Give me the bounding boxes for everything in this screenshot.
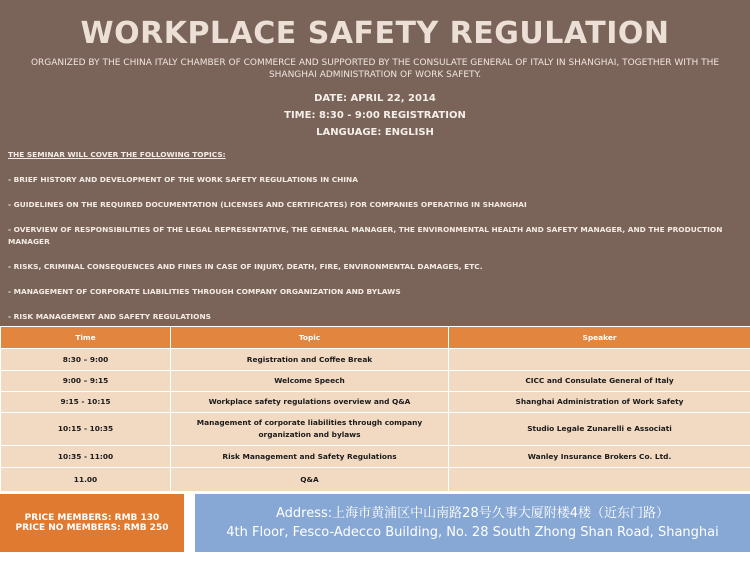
- topic-item: - RISK MANAGEMENT AND SAFETY REGULATIONS: [8, 312, 211, 321]
- table-row: [1, 392, 750, 413]
- topic-item: - BRIEF HISTORY AND DEVELOPMENT OF THE WORK SAFETY REGULATIONS IN CHINA: [8, 175, 358, 184]
- address-box: [195, 494, 750, 552]
- cell-topic: Q&A: [171, 468, 449, 492]
- cell-time: 10:15 - 10:35: [1, 413, 171, 446]
- cell-time: 9:00 – 9:15: [1, 371, 171, 392]
- column-header-time: Time: [1, 327, 171, 349]
- price-members: PRICE MEMBERS: RMB 130: [24, 513, 160, 523]
- table-row: [1, 349, 750, 371]
- cell-speaker: [449, 349, 750, 371]
- column-header-speaker: Speaker: [449, 327, 750, 349]
- cell-speaker: Wanley Insurance Brokers Co. Ltd.: [449, 446, 750, 468]
- price-non-members: PRICE NO MEMBERS: RMB 250: [15, 523, 169, 533]
- topic-item: - OVERVIEW OF RESPONSIBILITIES OF THE LEGAL REPRESENTATIVE, THE GENERAL MANAGER, THE ENVIRONMENTAL HEALTH AND SAFETY MANAGER, AND THE PRODUCTION MANAGER: [8, 225, 723, 246]
- event-date: DATE: APRIL 22, 2014: [314, 93, 436, 104]
- cell-topic: Management of corporate liabilities through company organization and bylaws: [171, 413, 449, 446]
- event-language: LANGUAGE: ENGLISH: [316, 127, 434, 138]
- event-time: TIME: 8:30 - 9:00 REGISTRATION: [284, 110, 466, 121]
- topics-heading: THE SEMINAR WILL COVER THE FOLLOWING TOPICS:: [8, 150, 226, 159]
- cell-speaker: CICC and Consulate General of Italy: [449, 371, 750, 392]
- table-row: [1, 371, 750, 392]
- page-title: WORKPLACE SAFETY REGULATION: [80, 16, 670, 51]
- price-box: [0, 494, 184, 552]
- cell-time: 10:35 - 11:00: [1, 446, 171, 468]
- table-row: [1, 413, 750, 446]
- cell-speaker: Shanghai Administration of Work Safety: [449, 392, 750, 413]
- cell-speaker: [449, 468, 750, 492]
- cell-time: 8:30 – 9:00: [1, 349, 171, 371]
- topic-item: - MANAGEMENT OF CORPORATE LIABILITIES THROUGH COMPANY ORGANIZATION AND BYLAWS: [8, 287, 401, 296]
- address-chinese: Address:上海市黄浦区中山南路28号久事大厦附楼4楼（近东门路）: [276, 506, 669, 521]
- table-header-row: [1, 327, 750, 349]
- address-english: 4th Floor, Fesco-Adecco Building, No. 28 South Zhong Shan Road, Shanghai: [226, 525, 719, 540]
- cell-topic: Welcome Speech: [171, 371, 449, 392]
- topic-item: - RISKS, CRIMINAL CONSEQUENCES AND FINES IN CASE OF INJURY, DEATH, FIRE, ENVIRONMENTAL DAMAGES, ETC.: [8, 262, 483, 271]
- cell-speaker: Studio Legale Zunarelli e Associati: [449, 413, 750, 446]
- cell-time: 11.00: [1, 468, 171, 492]
- topic-item: - GUIDELINES ON THE REQUIRED DOCUMENTATION (LICENSES AND CERTIFICATES) FOR COMPANIES OPERATING IN SHANGHAI: [8, 200, 527, 209]
- cell-topic: Workplace safety regulations overview and Q&A: [171, 392, 449, 413]
- organizer-text: ORGANIZED BY THE CHINA ITALY CHAMBER OF COMMERCE AND SUPPORTED BY THE CONSULATE GENERAL OF ITALY IN SHANGHAI, TOGETHER WITH THE SHANGHAI ADMINISTRATION OF WORK SAFETY.: [30, 58, 720, 80]
- topics-list: [8, 150, 743, 336]
- table-row: [1, 468, 750, 492]
- schedule-table: [0, 326, 750, 492]
- column-header-topic: Topic: [171, 327, 449, 349]
- cell-topic: Registration and Coffee Break: [171, 349, 449, 371]
- cell-topic: Risk Management and Safety Regulations: [171, 446, 449, 468]
- table-row: [1, 446, 750, 468]
- cell-time: 9:15 - 10:15: [1, 392, 171, 413]
